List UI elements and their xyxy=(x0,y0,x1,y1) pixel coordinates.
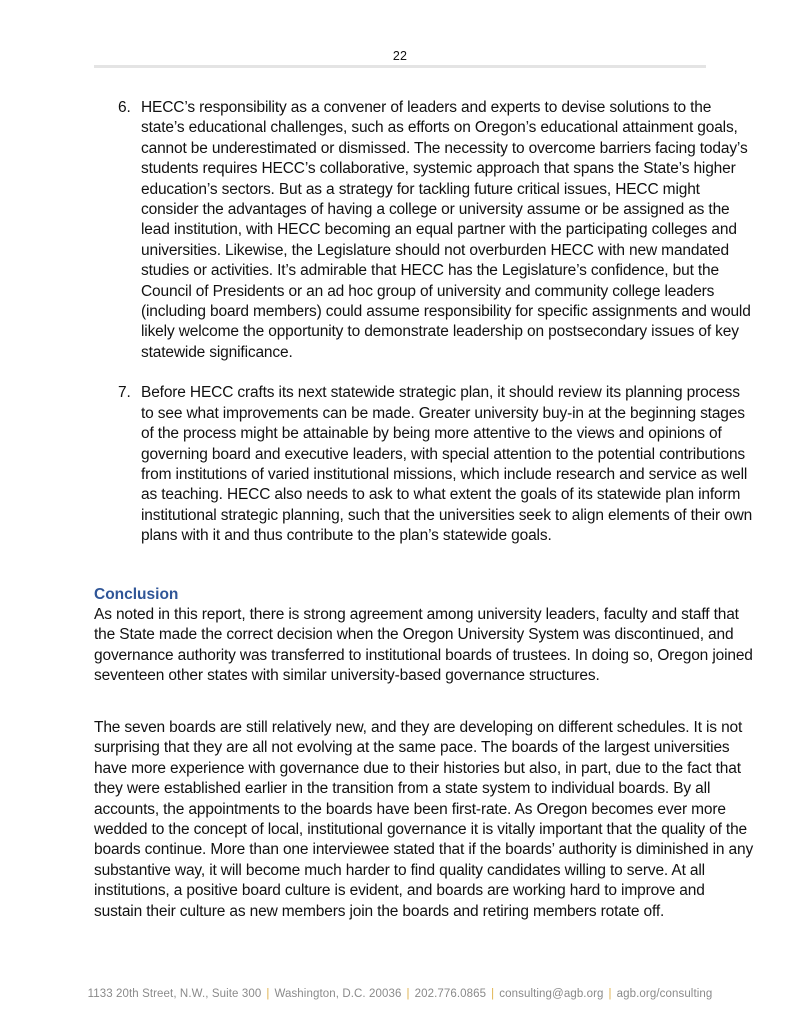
list-item-text: Before HECC crafts its next statewide strategic plan, it should review its planning process to see what improvements can be made. Greater university buy-in at the beginning stages of the process might be attainable by being more attentive to the views and opinions of governing board and executive leaders, with special attention to the potential contributions from institutions of varied institutional missions, which include research and service as well as teaching. HECC also needs to ask to what extent the goals of its statewide plan inform institutional strategic planning, such that the universities seek to align elements of their own plans with it and thus contribute to the plan’s statewide goals. xyxy=(141,384,753,545)
footer-separator: | xyxy=(608,988,612,1000)
footer-phone: 202.776.0865 xyxy=(414,988,487,1000)
footer-separator: | xyxy=(406,988,410,1000)
conclusion-paragraph: The seven boards are still relatively new, and they are developing on different schedules. It is not surprising that they are all not evolving at the same pace. The boards of the largest universities have more experience with governance due to their histories but also, in part, due to the fact that they were established earlier in the transition from a state system to individual boards. By all accounts, the appointments to the boards have been first-rate. As Oregon becomes ever more wedded to the concept of local, institutional governance it is vitally important that the quality of the boards continue. More than one interviewee stated that if the boards’ authority is diminished in any substantive way, it will become much harder to find quality candidates willing to serve. At all institutions, a positive board culture is evident, and boards are working hard to improve and sustain their culture as new members join the boards and retiring members rotate off. xyxy=(94,719,754,920)
list-item xyxy=(94,98,754,363)
list-item-number: 7. xyxy=(118,384,131,402)
list-item xyxy=(94,383,754,546)
footer-email[interactable]: consulting@agb.org xyxy=(499,988,604,1000)
list-item-text: HECC’s responsibility as a convener of leaders and experts to devise solutions to the state’s educational challenges, such as efforts on Oregon’s educational attainment goals, cannot be underestimated or dismissed. The necessity to overcome barriers facing today’s students requires HECC’s collaborative, systemic approach that spans the State’s higher education’s sectors. But as a strategy for tackling future critical issues, HECC might consider the advantages of having a college or university assume or be assigned as the lead institution, with HECC becoming an equal partner with the participating colleges and universities. Likewise, the Legislature should not overburden HECC with new mandated studies or activities. It’s admirable that HECC has the Legislature’s confidence, but the Council of Presidents or an ad hoc group of university and community college leaders (including board members) could assume responsibility for specific assignments and would likely welcome the opportunity to demonstrate leadership on postsecondary issues of key statewide significance. xyxy=(141,99,751,361)
page-footer xyxy=(0,988,800,1000)
recommendations-list xyxy=(94,98,754,547)
footer-city: Washington, D.C. 20036 xyxy=(274,988,402,1000)
footer-separator: | xyxy=(266,988,270,1000)
page-number: 22 xyxy=(392,49,408,63)
footer-website[interactable]: agb.org/consulting xyxy=(616,988,713,1000)
list-item-number: 6. xyxy=(118,99,131,116)
footer-separator: | xyxy=(491,988,495,1000)
footer-address: 1133 20th Street, N.W., Suite 300 xyxy=(87,988,262,1000)
conclusion-heading: Conclusion xyxy=(94,586,179,603)
conclusion-paragraph: As noted in this report, there is strong agreement among university leaders, faculty and staff that the State made the correct decision when the Oregon University System was discontinued, and governance authority was transferred to institutional boards of trustees. In doing so, Oregon joined seventeen other states with similar university-based governance structures. xyxy=(94,606,753,685)
header-divider xyxy=(94,65,706,68)
